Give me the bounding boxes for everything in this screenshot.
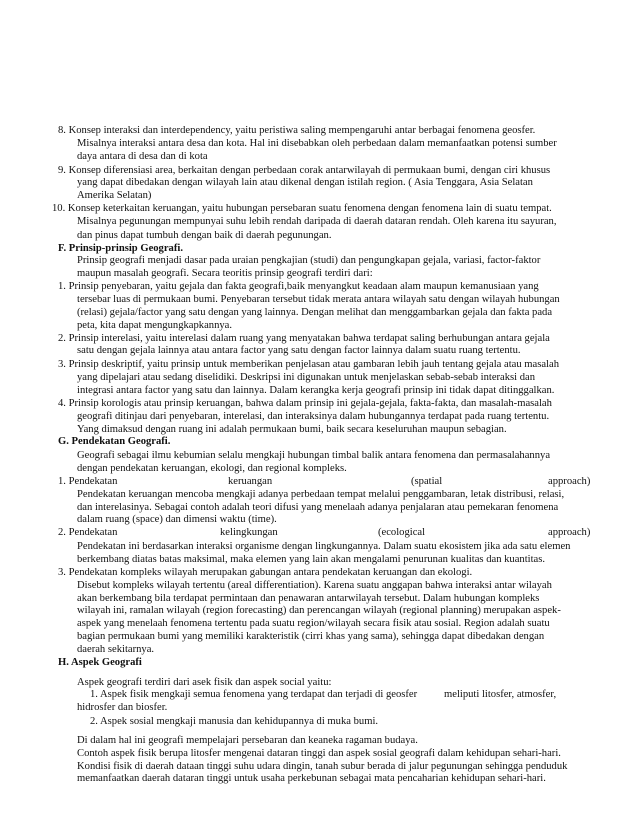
- text-line: Yang dimaksud dengan ruang ini adalah permukaan bumi, baik secara keseluruhan maupun sebagian.: [77, 423, 507, 435]
- text-line: Geografi sebagai ilmu kebumian selalu mengkaji hubungan timbal balik antara fenomena dan permasalahannya: [77, 450, 551, 462]
- text-line: Pendekatan keruangan mencoba mengkaji adanya perbedaan tempat melalui penggambaran, letak distribusi, relasi,: [77, 488, 565, 500]
- section-heading-g: G. Pendekatan Geografi.: [58, 436, 171, 448]
- text-line: tersebar luas di permukaan bumi. Penyebaran tersebut tidak merata antara wilayah satu dengan wilayah hubungan: [77, 294, 560, 306]
- text-line: Disebut kompleks wilayah tertentu (areal differentiation). Karena suatu anggapan bahwa interaksi antar wilayah: [77, 579, 552, 591]
- text-line: peta, kita dapat mengungkapkannya.: [77, 319, 233, 331]
- text-line: 1. Prinsip penyebaran, yaitu gejala dan fakta geografi,baik menyangkut keadaan alam maupun kemanusiaan yang: [58, 281, 539, 293]
- text-line: hidrosfer dan biosfer.: [77, 702, 168, 714]
- text-line: 2. Pendekatan kelingkungan (ecological approach): [58, 527, 591, 539]
- text-line: 2. Prinsip interelasi, yaitu interelasi dalam ruang yang menyatakan bahwa terdapat saling berhubungan antara gejala: [58, 332, 550, 344]
- text-line: Di dalam hal ini geografi mempelajari persebaran dan keaneka ragaman budaya.: [77, 734, 418, 746]
- text-line: Pendekatan ini berdasarkan interaksi organisme dengan lingkungannya. Dalam suatu ekosistem jika ada satu elemen: [77, 541, 571, 553]
- text-line: Misalnya interaksi antara desa dan kota. Hal ini disebabkan oleh perbedaan dalam memanfaatkan potensi sumber: [77, 137, 557, 149]
- text-line: Prinsip geografi menjadi dasar pada uraian pengkajian (studi) dan pengungkapan gejala, variasi, factor-faktor: [77, 255, 541, 267]
- text-line: geografi ditinjau dari penyebaran, interelasi, dan interaksinya dalam hubungannya terdapat pada ruang tertentu.: [77, 410, 550, 422]
- text-line: daya antara di desa dan di kota: [77, 150, 208, 162]
- text-line: dan interelasinya. Sebagai contoh adalah teori difusi yang menelaah adanya penjalaran atau pemekaran fenomena: [77, 501, 559, 513]
- text-line: 9. Konsep diferensiasi area, berkaitan dengan perbedaan corak antarwilayah di permukaan bumi, dengan ciri khusus: [58, 164, 551, 176]
- text-line: 3. Pendekatan kompleks wilayah merupakan gabungan antara pendekatan keruangan dan ekologi.: [58, 566, 473, 578]
- text-line: 3. Prinsip deskriptif, yaitu prinsip untuk memberikan penjelasan atau gambaran lebih jauh tentang gejala atau masalah: [58, 359, 559, 371]
- text-line: dan pinus dapat tumbuh dengan baik di daerah pegunungan.: [77, 229, 332, 241]
- text-line: berkembang diatas batas maksimal, maka elemen yang lain akan mengalami penurunan kualitas dan kuantitas.: [77, 554, 546, 565]
- text-line: aspek yang menelaah fenomena tertentu pada suatu region/wilayah secara fisik atau sosial. Region adalah suatu: [77, 618, 550, 630]
- text-line: memanfaatkan daerah dataran tinggi untuk usaha perkebunan sebagai mata pencaharian kehidupan sehari-hari.: [77, 773, 546, 785]
- text-line: akan berkembang bila terdapat permintaan dan penawaran antarwilayah tersebut. Dalam hubungan kompleks: [77, 592, 540, 604]
- text-line: (relasi) gejala/factor yang satu dengan yang lainnya. Dengan melihat dan menggambarkan gejala dan fakta pada: [77, 306, 553, 318]
- text-line: yang dapat dibedakan dengan wilayah lain atau dikenal dengan istilah region. ( Asia Tenggara, Asia Selatan: [77, 177, 533, 189]
- text-line: Kondisi fisik di daerah dataan tinggi suhu udara dingin, tanah subur berada di jalur pegunungan sehingga penduduk: [77, 760, 568, 772]
- text-line: Contoh aspek fisik berupa litosfer mengenai dataran tinggi dan aspek sosial geografi dalam kehidupan sehari-hari.: [77, 747, 561, 759]
- text-line: 2. Aspek sosial mengkaji manusia dan kehidupannya di muka bumi.: [90, 716, 379, 728]
- text-line: wilayah ini, ramalan wilayah (region forecasting) dan perencangan wilayah (regional planning) merupakan aspek-: [77, 605, 561, 617]
- text-line: integrasi antara factor yang satu dan lainnya. Dalam kerangka kerja geografi prinsip ini tidak dapat ditinggalkan.: [77, 384, 555, 396]
- text-line: yang dipelajari atau sedang diselidiki. Deskripsi ini digunakan untuk menjelaskan sebab-sebab interaksi dan: [77, 372, 536, 384]
- text-line: dengan pendekatan keruangan, ekologi, dan regional kompleks.: [77, 463, 347, 475]
- section-heading-h: H. Aspek Geografi: [58, 656, 142, 668]
- text-line: 1. Pendekatan keruangan (spatial approach): [58, 475, 591, 487]
- section-heading-f: F. Prinsip-prinsip Geografi.: [58, 242, 183, 254]
- text-line: daerah sekitarnya.: [77, 643, 155, 655]
- text-line: satu dengan gejala lainnya atau antara factor yang satu dengan factor lainnya dalam suatu ruang tertentu.: [77, 345, 521, 357]
- text-line: Aspek geografi terdiri dari asek fisik dan aspek social yaitu:: [77, 676, 332, 688]
- text-line: Misalnya pegunungan mempunyai suhu lebih rendah daripada di daerah dataran rendah. Oleh karena itu sayuran,: [77, 215, 557, 227]
- text-line: 1. Aspek fisik mengkaji semua fenomena yang terdapat dan terjadi di geosfer meliputi litosfer, atmosfer,: [90, 689, 557, 701]
- text-line: maupun masalah geografi. Secara teoritis prinsip geografi terdiri dari:: [77, 268, 373, 280]
- text-line: 10. Konsep keterkaitan keruangan, yaitu hubungan persebaran suatu fenomena dengan fenomena lain di suatu tempat.: [52, 203, 552, 215]
- text-line: dalam ruang (space) dan dimensi waktu (time).: [77, 514, 277, 526]
- text-line: 8. Konsep interaksi dan interdependency, yaitu peristiwa saling mempengaruhi antar berbagai fenomena geosfer.: [58, 125, 536, 136]
- text-line: bagian permukaan bumi yang memiliki karakteristik (cirri khas yang sama), sehingga dapat dibedakan dengan: [77, 631, 545, 643]
- text-line: Amerika Selatan): [77, 190, 152, 202]
- text-line: 4. Prinsip korologis atau prinsip keruangan, bahwa dalam prinsip ini gejala-gejala, fakta-fakta, dan masalah-masalah: [58, 397, 552, 409]
